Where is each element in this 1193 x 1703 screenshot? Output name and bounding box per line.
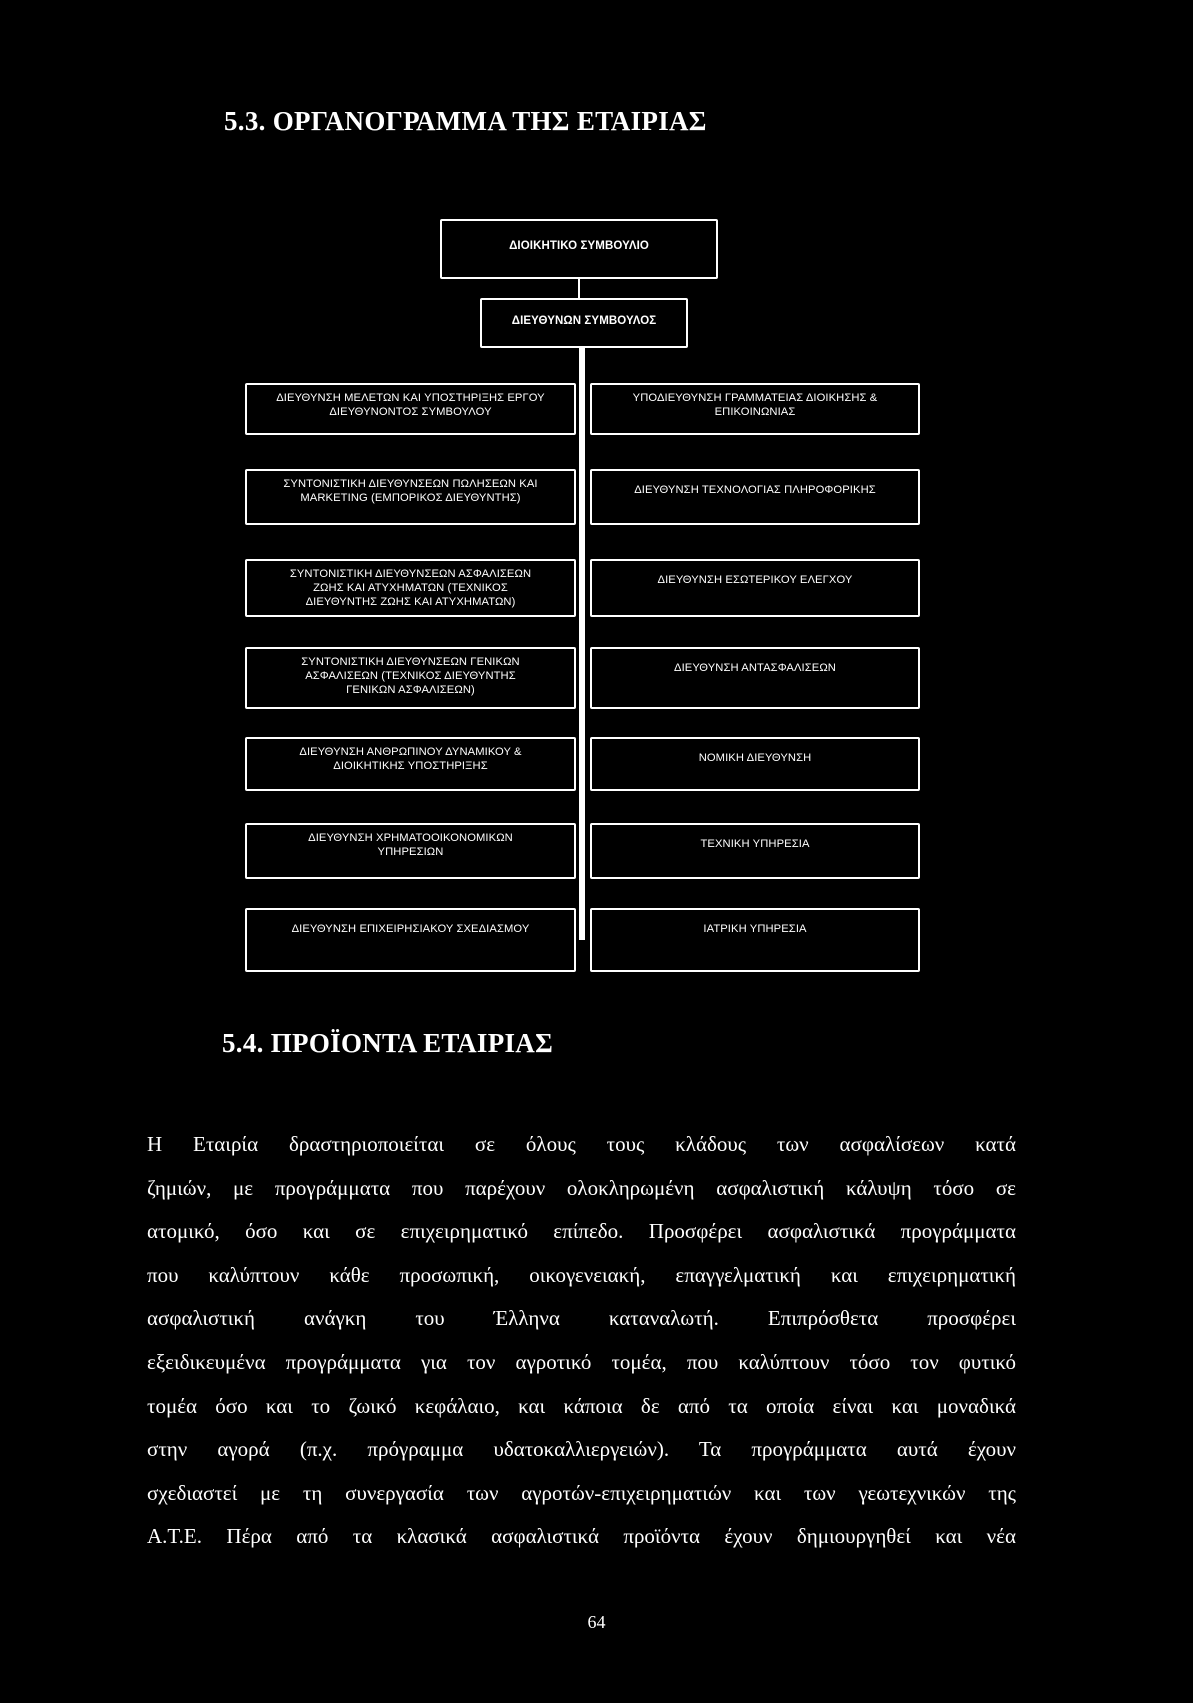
org-box-label-line: ΔΙΕΥΘΥΝΣΗ ΤΕΧΝΟΛΟΓΙΑΣ ΠΛΗΡΟΦΟΡΙΚΗΣ [634, 484, 876, 496]
paragraph-line: ασφαλιστική ανάγκη του Έλληνα καταναλωτή. Επιπρόσθετα προσφέρει [147, 1306, 1016, 1331]
page-number: 64 [587, 1612, 606, 1632]
board-box [440, 219, 718, 279]
org-box-right-4 [590, 647, 920, 709]
org-box-label-line: ΣΥΝΤΟΝΙΣΤΙΚΗ ΔΙΕΥΘΥΝΣΕΩΝ ΑΣΦΑΛΙΣΕΩΝ [289, 568, 532, 580]
org-box-label-line: ΙΑΤΡΙΚΗ ΥΠΗΡΕΣΙΑ [703, 923, 807, 935]
org-box-label-line: ΣΥΝΤΟΝΙΣΤΙΚΗ ΔΙΕΥΘΥΝΣΕΩΝ ΓΕΝΙΚΩΝ [301, 656, 520, 668]
org-box-left-7 [245, 908, 576, 972]
paragraph-line: ατομικό, όσο και σε επιχειρηματικό επίπεδο. Προσφέρει ασφαλιστικά προγράμματα [147, 1219, 1016, 1244]
org-box-right-7 [590, 908, 920, 972]
section-heading-org-chart: 5.3. ΟΡΓΑΝΟΓΡΑΜΜΑ ΤΗΣ ΕΤΑΙΡΙΑΣ [224, 106, 707, 136]
section-heading-products: 5.4. ΠΡΟΪΟΝΤΑ ΕΤΑΙΡΙΑΣ [222, 1028, 554, 1058]
paragraph-line: εξειδικευμένα προγράμματα για τον αγροτικό τομέα, που καλύπτουν τόσο τον φυτικό [147, 1349, 1016, 1374]
managing-director-label: ΔΙΕΥΘΥΝΩΝ ΣΥΜΒΟΥΛΟΣ [511, 315, 657, 327]
org-box-right-5 [590, 737, 920, 791]
paragraph-line: Α.Τ.Ε. Πέρα από τα κλασικά ασφαλιστικά προϊόντα έχουν δημιουργηθεί και νέα [147, 1524, 1016, 1549]
org-box-label-line: ΔΙΕΥΘΥΝΟΝΤΟΣ ΣΥΜΒΟΥΛΟΥ [329, 406, 492, 418]
org-box-left-4 [245, 647, 576, 709]
org-box-left-6 [245, 823, 576, 879]
org-box-label-line: ΥΠΟΔΙΕΥΘΥΝΣΗ ΓΡΑΜΜΑΤΕΙΑΣ ΔΙΟΙΚΗΣΗΣ & [632, 392, 878, 404]
connector-line [578, 279, 580, 298]
paragraph-line: σχεδιαστεί με τη συνεργασία των αγροτών-επιχειρηματιών και των γεωτεχνικών της [147, 1480, 1016, 1505]
org-box-label-line: ΓΕΝΙΚΩΝ ΑΣΦΑΛΙΣΕΩΝ) [346, 684, 475, 696]
org-box-label-line: ΔΙΕΥΘΥΝΣΗ ΕΠΙΧΕΙΡΗΣΙΑΚΟΥ ΣΧΕΔΙΑΣΜΟΥ [291, 923, 530, 935]
paragraph-line: Η Εταιρία δραστηριοποιείται σε όλους τους κλάδους των ασφαλίσεων κατά [147, 1132, 1016, 1156]
org-box-label-line: ΕΠΙΚΟΙΝΩΝΙΑΣ [714, 406, 796, 418]
paragraph-line: ζημιών, με προγράμματα που παρέχουν ολοκληρωμένη ασφαλιστική κάλυψη τόσο σε [147, 1175, 1016, 1200]
org-box-left-2 [245, 469, 576, 525]
org-box-left-5 [245, 737, 576, 791]
body-paragraph [147, 1123, 1016, 1559]
org-box-left-3 [245, 559, 576, 617]
board-label: ΔΙΟΙΚΗΤΙΚΟ ΣΥΜΒΟΥΛΙΟ [509, 240, 649, 252]
paragraph-line: τομέα όσο και το ζωικό κεφάλαιο, και κάποια δε από τα οποία είναι και μοναδικά [147, 1393, 1016, 1418]
org-box-right-1 [590, 383, 920, 435]
org-box-label-line: ΔΙΕΥΘΥΝΣΗ ΜΕΛΕΤΩΝ ΚΑΙ ΥΠΟΣΤΗΡΙΞΗΣ ΕΡΓΟΥ [276, 392, 545, 404]
org-box-label-line: ΔΙΕΥΘΥΝΣΗ ΧΡΗΜΑΤΟΟΙΚΟΝΟΜΙΚΩΝ [308, 832, 513, 844]
org-box-right-3 [590, 559, 920, 617]
org-box-label-line: MARKETING (ΕΜΠΟΡΙΚΟΣ ΔΙΕΥΘΥΝΤΗΣ) [300, 492, 521, 504]
org-box-label-line: ΥΠΗΡΕΣΙΩΝ [377, 846, 444, 858]
org-box-label-line: ΔΙΕΥΘΥΝΣΗ ΑΝΘΡΩΠΙΝΟΥ ΔΥΝΑΜΙΚΟΥ & [299, 746, 522, 758]
org-box-left-1 [245, 383, 576, 435]
org-box-label-line: ΝΟΜΙΚΗ ΔΙΕΥΘΥΝΣΗ [698, 752, 812, 764]
org-box-label-line: ΔΙΕΥΘΥΝΣΗ ΑΝΤΑΣΦΑΛΙΣΕΩΝ [674, 662, 836, 674]
org-box-label-line: ΖΩΗΣ ΚΑΙ ΑΤΥΧΗΜΑΤΩΝ (ΤΕΧΝΙΚΟΣ [313, 582, 508, 594]
org-box-label-line: ΔΙΟΙΚΗΤΙΚΗΣ ΥΠΟΣΤΗΡΙΞΗΣ [333, 760, 488, 772]
org-box-label-line: ΔΙΕΥΘΥΝΣΗ ΕΣΩΤΕΡΙΚΟΥ ΕΛΕΓΧΟΥ [657, 574, 853, 586]
org-box-label-line: ΣΥΝΤΟΝΙΣΤΙΚΗ ΔΙΕΥΘΥΝΣΕΩΝ ΠΩΛΗΣΕΩΝ ΚΑΙ [283, 478, 538, 490]
org-box-label-line: ΑΣΦΑΛΙΣΕΩΝ (ΤΕΧΝΙΚΟΣ ΔΙΕΥΘΥΝΤΗΣ [305, 670, 516, 682]
org-box-right-2 [590, 469, 920, 525]
paragraph-line: στην αγορά (π.χ. πρόγραμμα υδατοκαλλιεργειών). Τα προγράμματα αυτά έχουν [147, 1437, 1016, 1462]
org-box-label-line: ΔΙΕΥΘΥΝΤΗΣ ΖΩΗΣ ΚΑΙ ΑΤΥΧΗΜΑΤΩΝ) [305, 596, 516, 608]
central-trunk-line [579, 348, 585, 940]
org-box-label-line: ΤΕΧΝΙΚΗ ΥΠΗΡΕΣΙΑ [700, 838, 810, 850]
managing-director-box [480, 298, 688, 348]
paragraph-line: που καλύπτουν κάθε προσωπική, οικογενειακή, επαγγελματική και επιχειρηματική [147, 1262, 1016, 1287]
org-box-right-6 [590, 823, 920, 879]
